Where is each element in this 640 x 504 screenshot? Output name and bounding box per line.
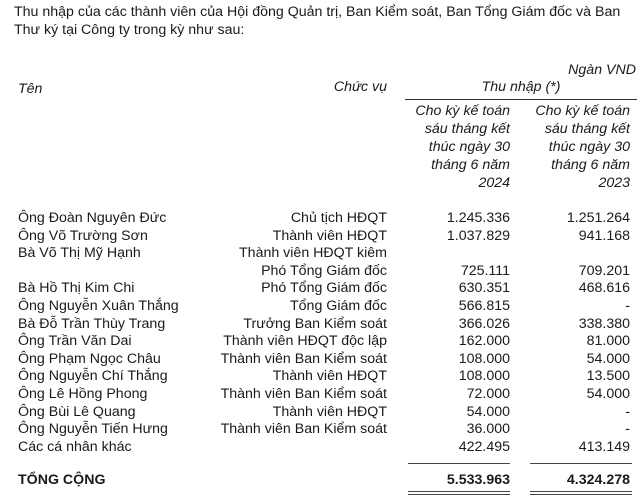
member-name: Ông Nguyễn Xuân Thắng xyxy=(18,297,179,314)
income-2024: 36.000 xyxy=(466,421,510,438)
member-position: Thành viên HĐQT xyxy=(272,403,387,420)
subtotal-line-2024 xyxy=(408,463,510,464)
table-row xyxy=(0,421,640,439)
member-position: Thành viên HĐQT kiêm xyxy=(239,245,387,262)
income-2024: 1.245.336 xyxy=(446,210,510,226)
member-name: Ông Nguyễn Tiến Hưng xyxy=(18,421,168,438)
table-row xyxy=(0,386,640,404)
table-row xyxy=(0,404,640,422)
member-name: Ông Trần Văn Dai xyxy=(18,333,132,350)
member-name: Ông Võ Trường Sơn xyxy=(18,227,148,244)
income-2023: 81.000 xyxy=(586,333,630,350)
column-header-period-2023: Cho kỳ kế toán sáu tháng kết thúc ngày 30 tháng 6 năm 2023 xyxy=(535,103,630,191)
table-row xyxy=(0,228,640,246)
income-2024: 630.351 xyxy=(458,280,510,297)
income-2024: 725.111 xyxy=(460,262,510,279)
member-name: Ông Lê Hồng Phong xyxy=(18,385,148,402)
table-row xyxy=(0,298,640,316)
income-table-body xyxy=(0,210,640,456)
unit-label: Ngàn VND xyxy=(568,62,636,78)
table-row xyxy=(0,210,640,228)
member-position: Thành viên HĐQT xyxy=(272,368,387,385)
total-double-underline-2023 xyxy=(530,491,632,495)
total-double-underline-2024 xyxy=(408,491,510,495)
table-row xyxy=(0,439,640,457)
member-position: Trưởng Ban Kiểm soát xyxy=(243,315,387,332)
subtotal-line-2023 xyxy=(530,463,632,464)
income-header-underline xyxy=(405,99,637,100)
member-name: Ông Đoàn Nguyên Đức xyxy=(18,210,167,226)
member-name: Các cá nhân khác xyxy=(18,438,132,455)
table-row xyxy=(0,351,640,369)
table-row xyxy=(0,245,640,280)
income-2023: - xyxy=(625,421,630,438)
income-2024: 422.495 xyxy=(458,438,510,455)
member-name: Ông Bùi Lê Quang xyxy=(18,403,136,420)
income-2023: 338.380 xyxy=(578,315,630,332)
member-position-line2: Phó Tổng Giám đốc xyxy=(261,262,387,279)
member-name: Bà Võ Thị Mỹ Hạnh xyxy=(18,245,141,262)
income-2024: 108.000 xyxy=(458,368,510,385)
member-name: Bà Đỗ Trần Thùy Trang xyxy=(18,315,166,332)
member-name: Ông Nguyễn Chí Thắng xyxy=(18,368,168,385)
table-row xyxy=(0,316,640,334)
column-header-position: Chức vụ xyxy=(333,79,387,95)
income-2023: - xyxy=(625,297,630,314)
member-name: Bà Hồ Thị Kim Chi xyxy=(18,280,135,297)
income-2023: 941.168 xyxy=(578,227,630,244)
income-2024: 366.026 xyxy=(458,315,510,332)
table-row xyxy=(0,368,640,386)
income-2023: 13.500 xyxy=(586,368,630,385)
income-2023: 54.000 xyxy=(586,350,630,367)
member-position: Thành viên Ban Kiểm soát xyxy=(220,385,387,402)
income-2024: 162.000 xyxy=(458,333,510,350)
column-header-period-2024: Cho kỳ kế toán sáu tháng kết thúc ngày 30 tháng 6 năm 2024 xyxy=(415,103,510,191)
income-2023: 709.201 xyxy=(578,262,630,279)
member-position: Thành viên HĐQT độc lập xyxy=(223,333,387,350)
income-2023: 468.616 xyxy=(578,280,630,297)
member-position: Thành viên Ban Kiểm soát xyxy=(220,350,387,367)
intro-paragraph: Thu nhập của các thành viên của Hội đồng Quản trị, Ban Kiểm soát, Ban Tổng Giám đốc và Ban Thư ký tại Công ty trong kỳ như sau: xyxy=(14,4,621,38)
income-2023: 413.149 xyxy=(578,438,630,455)
table-row xyxy=(0,280,640,298)
income-2024: 566.815 xyxy=(458,297,510,314)
member-name: Ông Phạm Ngọc Châu xyxy=(18,350,161,367)
total-2024: 5.533.963 xyxy=(446,472,510,488)
income-2024: 72.000 xyxy=(466,385,510,402)
member-position: Tổng Giám đốc xyxy=(290,297,387,314)
total-2023: 4.324.278 xyxy=(566,472,630,488)
income-2024: 54.000 xyxy=(466,403,510,420)
column-header-income: Thu nhập (*) xyxy=(481,79,561,95)
income-2024: 108.000 xyxy=(458,350,510,367)
column-header-name: Tên xyxy=(18,81,43,97)
income-2023: 1.251.264 xyxy=(566,210,630,226)
member-position: Phó Tổng Giám đốc xyxy=(261,280,387,297)
member-position: Thành viên Ban Kiểm soát xyxy=(220,421,387,438)
member-position: Thành viên HĐQT xyxy=(272,227,387,244)
member-position: Chủ tịch HĐQT xyxy=(290,210,387,226)
income-2023: - xyxy=(625,403,630,420)
total-label: TỔNG CỘNG xyxy=(18,472,106,488)
table-row xyxy=(0,333,640,351)
income-2024: 1.037.829 xyxy=(446,227,510,244)
income-2023: 54.000 xyxy=(586,385,630,402)
